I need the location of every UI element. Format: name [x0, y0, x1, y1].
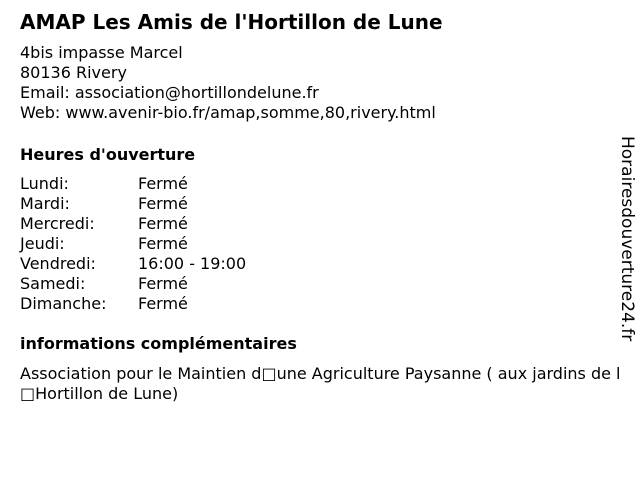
hours-time: Fermé: [138, 294, 188, 313]
hours-table: [20, 174, 246, 314]
hours-row-saturday: [20, 274, 246, 294]
hours-row-thursday: [20, 234, 246, 254]
hours-day: Jeudi:: [20, 234, 65, 253]
address-block: [20, 43, 436, 123]
hours-day: Mardi:: [20, 194, 70, 213]
address-email: Email: association@hortillondelune.fr: [20, 83, 319, 102]
info-description: Association pour le Maintien d□une Agriculture Paysanne ( aux jardins de l□Hortillon de Lune): [20, 364, 621, 403]
hours-heading: Heures d'ouverture: [20, 145, 196, 164]
hours-row-tuesday: [20, 194, 246, 214]
page-title: AMAP Les Amis de l'Hortillon de Lune: [20, 10, 443, 34]
hours-row-friday: [20, 254, 246, 274]
hours-time: 16:00 - 19:00: [138, 254, 247, 273]
hours-row-monday: [20, 174, 246, 194]
hours-day: Mercredi:: [20, 214, 95, 233]
hours-day: Samedi:: [20, 274, 86, 293]
hours-day: Dimanche:: [20, 294, 107, 313]
hours-time: Fermé: [138, 274, 188, 293]
hours-time: Fermé: [138, 194, 188, 213]
watermark-text: Horairesdouverture24.fr: [617, 136, 637, 342]
hours-day: Vendredi:: [20, 254, 96, 273]
hours-time: Fermé: [138, 234, 188, 253]
info-heading: informations complémentaires: [20, 334, 297, 353]
address-city: 80136 Rivery: [20, 63, 127, 82]
hours-day: Lundi:: [20, 174, 69, 193]
hours-row-sunday: [20, 294, 246, 314]
address-street: 4bis impasse Marcel: [20, 43, 183, 62]
hours-time: Fermé: [138, 174, 188, 193]
hours-row-wednesday: [20, 214, 246, 234]
hours-time: Fermé: [138, 214, 188, 233]
address-web: Web: www.avenir-bio.fr/amap,somme,80,rivery.html: [20, 103, 436, 122]
